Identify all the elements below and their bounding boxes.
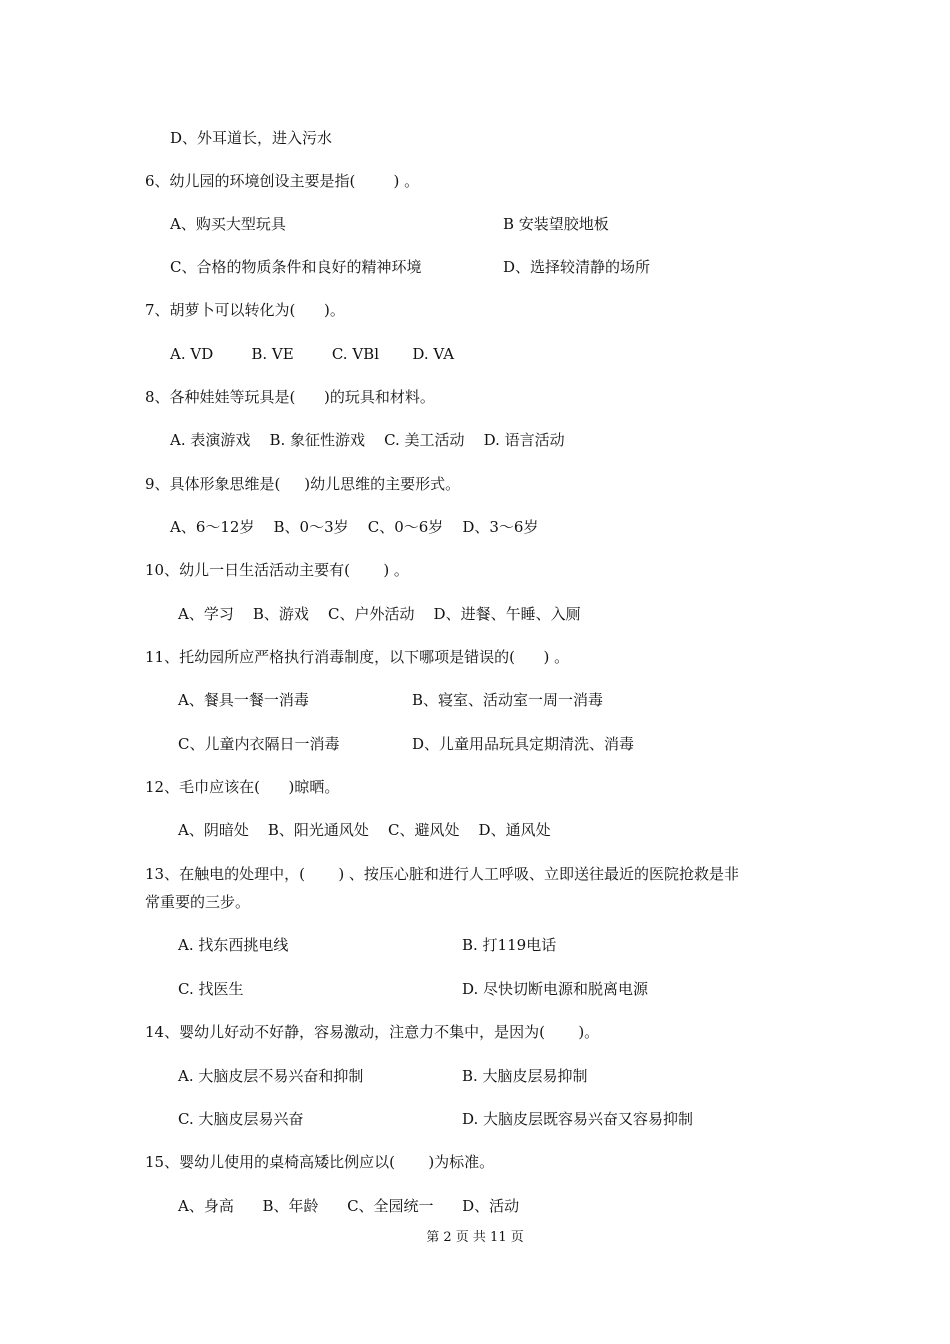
q13-option-c: C. 找医生 [178,980,244,998]
q6-option-c: C、合格的物质条件和良好的精神环境 [170,258,422,276]
q14-option-d: D. 大脑皮层既容易兴奋又容易抑制 [462,1110,694,1128]
q11-option-d: D、儿童用品玩具定期清洗、消毒 [412,735,635,753]
q11-option-b: B、寝室、活动室一周一消毒 [412,691,604,709]
q6-option-a: A、购买大型玩具 [170,215,286,233]
question-11: 11、托幼园所应严格执行消毒制度，以下哪项是错误的( ) 。 [145,648,570,666]
question-15: 15、婴幼儿使用的桌椅高矮比例应以( )为标准。 [145,1153,495,1171]
q8-options: A. 表演游戏 B. 象征性游戏 C. 美工活动 D. 语言活动 [170,431,565,449]
question-9: 9、具体形象思维是( )幼儿思维的主要形式。 [145,475,461,493]
question-8: 8、各种娃娃等玩具是( )的玩具和材料。 [145,388,435,406]
q11-option-c: C、儿童内衣隔日一消毒 [178,735,340,753]
q6-option-b: B 安装望胶地板 [503,215,609,233]
question-13-cont: 常重要的三步。 [145,893,251,911]
q6-option-d: D、选择较清静的场所 [503,258,651,276]
q13-option-a: A. 找东西挑电线 [178,936,289,954]
q11-option-a: A、餐具一餐一消毒 [178,691,309,709]
q7-options: A. VD B. VE C. VBl D. VA [170,345,455,363]
q5-option-d: D、外耳道长，进入污水 [170,129,333,147]
q9-options: A、6～12岁 B、0～3岁 C、0～6岁 D、3～6岁 [170,518,539,536]
q12-options: A、阴暗处 B、阳光通风处 C、避风处 D、通风处 [178,821,551,839]
q10-options: A、学习 B、游戏 C、户外活动 D、进餐、午睡、入厕 [178,605,581,623]
question-6: 6、幼儿园的环境创设主要是指( ) 。 [145,172,420,190]
q15-options: A、身高 B、年龄 C、全园统一 D、活动 [178,1197,520,1215]
q13-option-d: D. 尽快切断电源和脱离电源 [462,980,649,998]
question-12: 12、毛巾应该在( )晾晒。 [145,778,340,796]
question-13: 13、在触电的处理中，( ) 、按压心脏和进行人工呼吸、立即送往最近的医院抢救是非 [145,865,739,883]
question-10: 10、幼儿一日生活活动主要有( ) 。 [145,561,409,579]
q14-option-a: A. 大脑皮层不易兴奋和抑制 [178,1067,364,1085]
page-footer: 第 2 页 共 11 页 [426,1230,524,1245]
question-14: 14、婴幼儿好动不好静，容易激动，注意力不集中，是因为( )。 [145,1023,600,1041]
q13-option-b: B. 打119电话 [462,936,557,954]
q14-option-c: C. 大脑皮层易兴奋 [178,1110,304,1128]
q14-option-b: B. 大脑皮层易抑制 [462,1067,588,1085]
question-7: 7、胡萝卜可以转化为( )。 [145,301,345,319]
